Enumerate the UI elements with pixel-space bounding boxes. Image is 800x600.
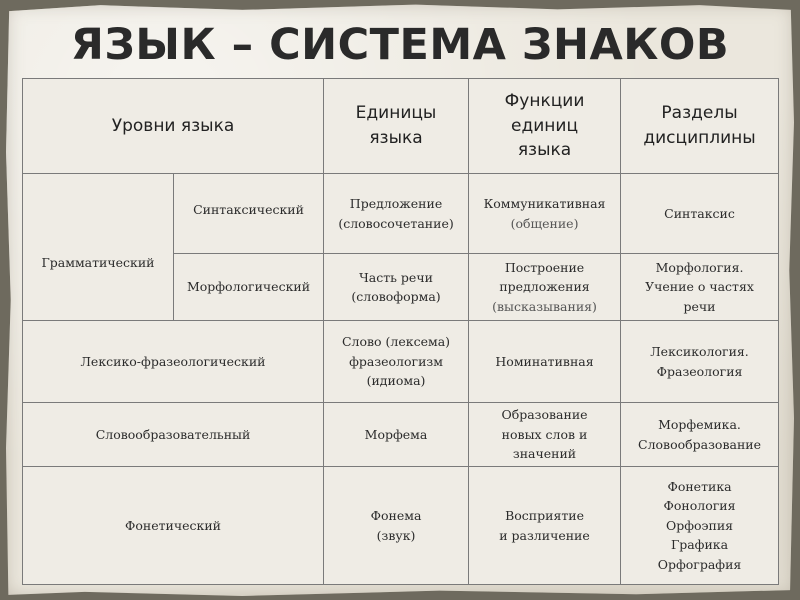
section-line: Графика xyxy=(670,537,729,553)
unit-lexical xyxy=(324,321,469,403)
level-morphological xyxy=(174,254,324,321)
header-functions-line: языка xyxy=(517,140,572,161)
unit-line: Фонема xyxy=(370,508,422,524)
unit-line: Предложение xyxy=(349,196,443,212)
unit-syntactic xyxy=(324,174,469,254)
section-line: Лексикология. xyxy=(650,344,749,360)
function-line: Номинативная xyxy=(495,353,594,369)
unit-line: (идиома) xyxy=(366,373,426,389)
unit-line: фразеологизм xyxy=(349,353,443,369)
section-phonetic xyxy=(621,467,779,585)
section-line: Орфоэпия xyxy=(665,517,734,533)
section-lexical xyxy=(621,321,779,403)
unit-line: Часть речи xyxy=(359,269,433,285)
header-levels-text: Уровни языка xyxy=(111,115,235,136)
section-line: Орфография xyxy=(657,556,742,572)
language-levels-table xyxy=(22,78,779,585)
level-wordformation-text: Словообразовательный xyxy=(95,426,251,442)
level-syntactic-text: Синтаксический xyxy=(193,202,304,217)
header-functions-line: Функции xyxy=(504,91,585,112)
level-morphological-text: Морфологический xyxy=(186,279,311,295)
function-line: значений xyxy=(512,446,577,462)
function-line: новых слов и xyxy=(501,426,588,442)
function-line: Восприятие xyxy=(505,508,584,524)
header-levels xyxy=(23,79,324,174)
header-units-line: Единицы xyxy=(355,103,437,124)
section-line: Фразеология xyxy=(656,363,743,379)
function-line: и различение xyxy=(499,527,590,543)
function-line: (общение) xyxy=(510,215,579,231)
section-morphological xyxy=(621,254,779,321)
level-grammatical xyxy=(23,174,174,321)
section-wordformation xyxy=(621,403,779,467)
level-syntactic xyxy=(174,174,324,254)
header-sections xyxy=(621,79,779,174)
table-header-row xyxy=(23,79,779,174)
section-line: Морфемика. xyxy=(658,417,741,433)
header-functions-line: единиц xyxy=(511,115,579,136)
page-title: ЯЗЫК – СИСТЕМА ЗНАКОВ xyxy=(70,20,730,70)
level-wordformation xyxy=(23,403,324,467)
header-sections-line: Разделы xyxy=(661,103,738,124)
section-line: Словообразование xyxy=(638,436,762,452)
section-line: Фонетика xyxy=(667,479,732,495)
section-line: Морфология. xyxy=(655,259,744,275)
header-functions xyxy=(469,79,621,174)
unit-phonetic xyxy=(324,467,469,585)
table-row-syntactic xyxy=(23,174,779,254)
table-row-phonetic xyxy=(23,467,779,585)
function-syntactic xyxy=(469,174,621,254)
header-sections-line: дисциплины xyxy=(643,128,756,148)
level-lexical-text: Лексико-фразеологический xyxy=(80,353,266,369)
function-line: Образование xyxy=(501,407,588,423)
table-row-wordformation xyxy=(23,403,779,467)
header-units xyxy=(324,79,469,174)
unit-line: (звук) xyxy=(376,527,416,543)
section-line: Учение о частях xyxy=(645,279,754,295)
function-wordformation xyxy=(469,403,621,467)
function-line: Построение xyxy=(504,259,585,275)
level-phonetic xyxy=(23,467,324,585)
level-grammatical-text: Грамматический xyxy=(41,255,155,271)
function-lexical xyxy=(469,321,621,403)
level-lexical xyxy=(23,321,324,403)
level-phonetic-text: Фонетический xyxy=(125,517,222,533)
header-units-line: языка xyxy=(369,128,423,148)
section-line: Синтаксис xyxy=(664,205,735,221)
unit-line: Морфема xyxy=(364,426,428,442)
function-line: (высказывания) xyxy=(492,298,597,314)
section-syntactic xyxy=(621,174,779,254)
function-line: Коммуникативная xyxy=(483,196,606,212)
unit-wordformation xyxy=(324,403,469,467)
unit-line: (словоформа) xyxy=(351,289,441,304)
section-line: Фонология xyxy=(663,498,736,514)
function-line: предложения xyxy=(499,279,590,295)
unit-morphological xyxy=(324,254,469,321)
function-morphological xyxy=(469,254,621,321)
unit-line: (словосочетание) xyxy=(338,215,454,231)
table-row-lexical xyxy=(23,321,779,403)
section-line: речи xyxy=(683,298,716,314)
function-phonetic xyxy=(469,467,621,585)
unit-line: Слово (лексема) xyxy=(341,334,451,350)
